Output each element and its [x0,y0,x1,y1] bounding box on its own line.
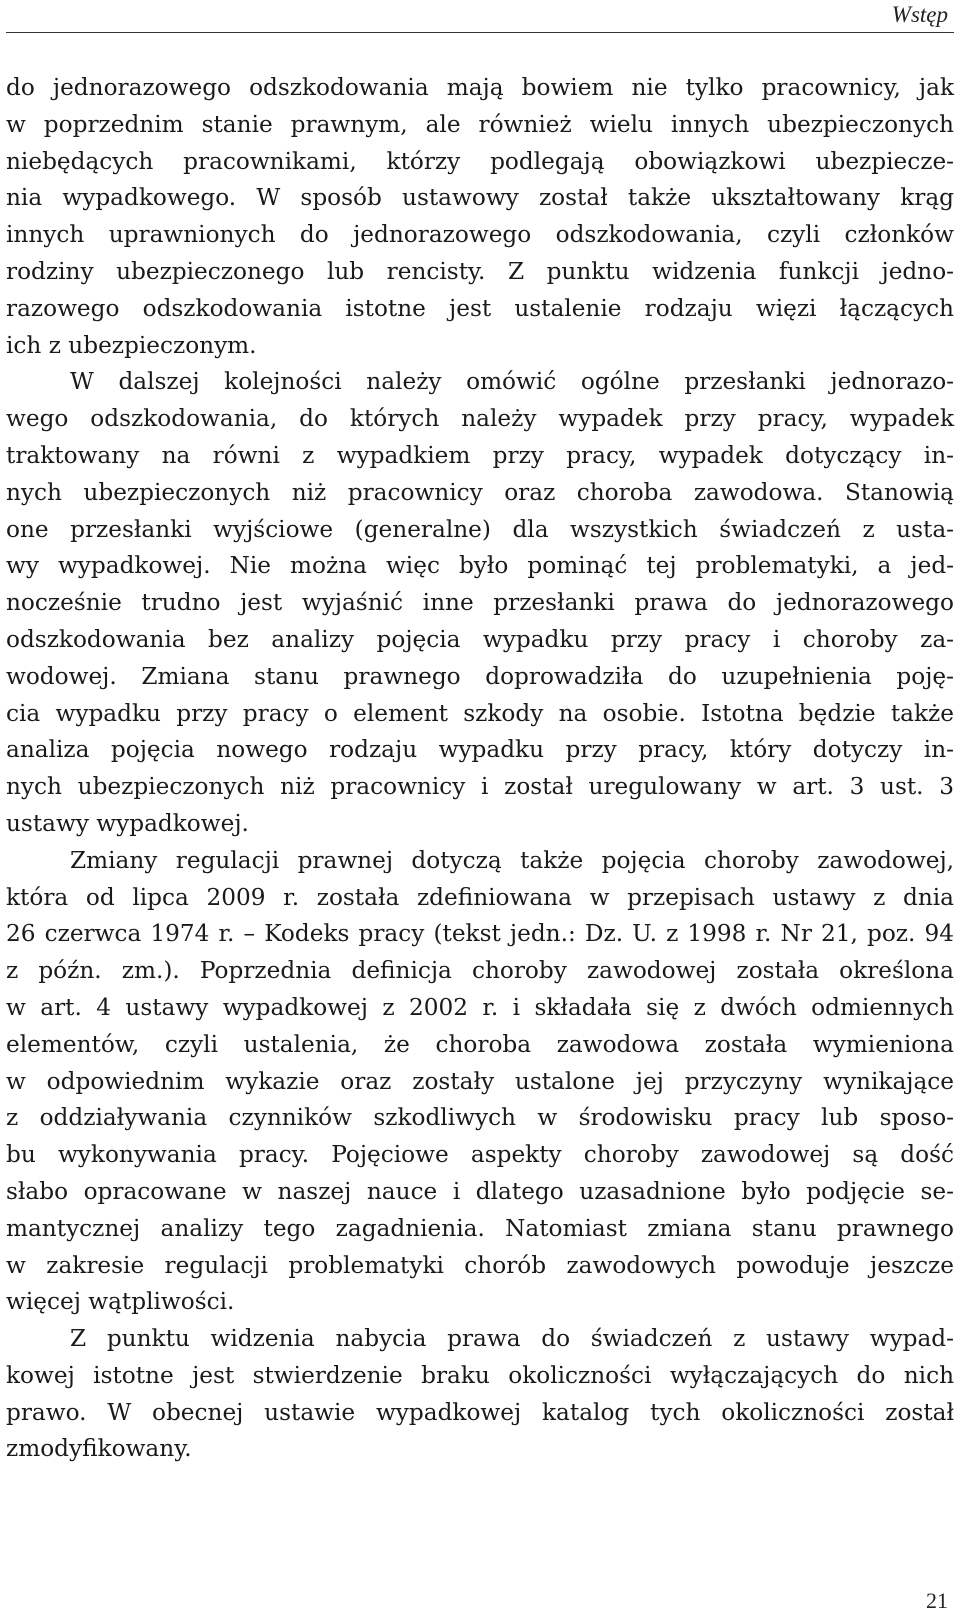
text-line: 26 czerwca 1974 r. – Kodeks pracy (tekst jedn.: Dz. U. z 1998 r. Nr 21, poz. 94 [6,920,954,948]
text-line: ustawy wypadkowej. [6,809,249,837]
text-line: Z punktu widzenia nabycia prawa do świadczeń z ustawy wypad- [70,1325,954,1353]
text-line: zmodyfikowany. [6,1435,192,1463]
text-line: która od lipca 2009 r. została zdefiniowana w przepisach ustawy z dnia [6,883,954,911]
text-line: z późn. zm.). Poprzednia definicja choroby zawodowej została określona [6,957,954,985]
text-line: ich z ubezpieczonym. [6,331,257,359]
text-line: prawo. W obecnej ustawie wypadkowej katalog tych okoliczności został [6,1398,954,1426]
running-head-title: Wstęp [891,2,948,27]
text-line: razowego odszkodowania istotne jest ustalenie rodzaju więzi łączących [6,294,954,322]
text-line: mantycznej analizy tego zagadnienia. Natomiast zmiana stanu prawnego [6,1214,954,1242]
text-line: analiza pojęcia nowego rodzaju wypadku przy pracy, który dotyczy in- [6,736,954,764]
body-text [6,70,954,1468]
text-line: elementów, czyli ustalenia, że choroba zawodowa została wymieniona [6,1030,954,1058]
text-line: rodziny ubezpieczonego lub rencisty. Z punktu widzenia funkcji jedno- [6,257,954,285]
text-line: do jednorazowego odszkodowania mają bowiem nie tylko pracownicy, jak [6,74,954,101]
text-line: w zakresie regulacji problematyki chorób zawodowych powoduje jeszcze [6,1251,954,1279]
text-line: nych ubezpieczonych niż pracownicy i został uregulowany w art. 3 ust. 3 [6,773,954,801]
running-head [0,0,960,34]
paragraph [6,364,954,842]
header-rule [6,32,954,33]
text-line: więcej wątpliwości. [6,1288,235,1316]
text-line: odszkodowania bez analizy pojęcia wypadku przy pracy i choroby za- [6,625,954,653]
text-line: innych uprawnionych do jednorazowego odszkodowania, czyli członków [6,221,954,249]
text-line: nia wypadkowego. W sposób ustawowy został także ukształtowany krąg [6,184,954,212]
text-line: wy wypadkowej. Nie można więc było pominąć tej problematyki, a jed- [6,552,954,580]
text-line: nocześnie trudno jest wyjaśnić inne przesłanki prawa do jednorazowego [6,589,954,617]
text-line: z oddziaływania czynników szkodliwych w środowisku pracy lub sposo- [6,1104,954,1132]
text-line: W dalszej kolejności należy omówić ogólne przesłanki jednorazo- [70,368,954,396]
text-line: w odpowiednim wykazie oraz zostały ustalone jej przyczyny wynikające [6,1067,954,1095]
text-line: kowej istotne jest stwierdzenie braku okoliczności wyłączających do nich [6,1361,954,1389]
page-number: 21 [926,1588,948,1613]
text-line: wego odszkodowania, do których należy wypadek przy pracy, wypadek [6,405,954,433]
text-line: nych ubezpieczonych niż pracownicy oraz choroba zawodowa. Stanowią [6,478,954,506]
text-line: traktowany na równi z wypadkiem przy pracy, wypadek dotyczący in- [6,441,954,469]
text-line: słabo opracowane w naszej nauce i dlatego uzasadnione było podjęcie se- [6,1177,954,1205]
paragraph [6,70,954,364]
text-line: w art. 4 ustawy wypadkowej z 2002 r. i składała się z dwóch odmiennych [6,993,954,1021]
text-line: bu wykonywania pracy. Pojęciowe aspekty choroby zawodowej są dość [6,1141,954,1169]
text-line: niebędących pracownikami, którzy podlegają obowiązkowi ubezpiecze- [6,147,954,175]
paragraph [6,843,954,1321]
text-line: Zmiany regulacji prawnej dotyczą także pojęcia choroby zawodowej, [70,846,954,874]
text-line: wodowej. Zmiana stanu prawnego doprowadziła do uzupełnienia poję- [6,662,954,690]
text-line: cia wypadku przy pracy o element szkody na osobie. Istotna będzie także [6,699,954,727]
text-line: w poprzednim stanie prawnym, ale również wielu innych ubezpieczonych [6,110,954,138]
text-line: one przesłanki wyjściowe (generalne) dla wszystkich świadczeń z usta- [6,515,954,543]
paragraph [6,1321,954,1468]
